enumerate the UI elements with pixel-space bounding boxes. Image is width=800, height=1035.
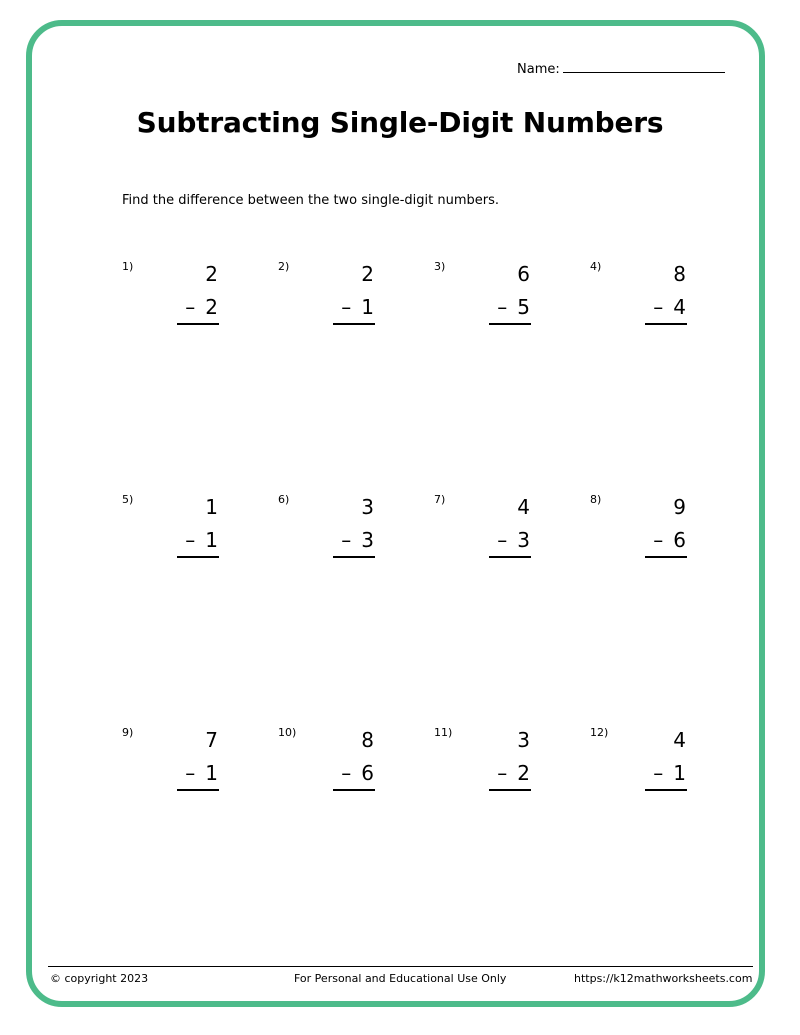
subtrahend-line	[156, 761, 222, 785]
minuend: 4	[673, 728, 686, 752]
subtrahend: 1	[205, 528, 218, 552]
minus-sign: –	[185, 528, 196, 552]
subtrahend-line	[312, 295, 378, 319]
name-blank-line	[563, 71, 725, 73]
problem-number: 5)	[122, 493, 134, 506]
problem-9	[122, 726, 222, 816]
problem-1	[122, 260, 222, 350]
problem-2	[278, 260, 378, 350]
minuend: 8	[673, 262, 686, 286]
answer-line	[645, 323, 687, 325]
problem-number: 4)	[590, 260, 602, 273]
subtrahend-line	[624, 295, 690, 319]
subtrahend-line	[468, 761, 534, 785]
minuend: 9	[673, 495, 686, 519]
problem-number: 3)	[434, 260, 446, 273]
problem-3	[434, 260, 534, 350]
subtrahend-line	[624, 761, 690, 785]
instructions: Find the difference between the two single-digit numbers.	[122, 193, 500, 208]
problem-10	[278, 726, 378, 816]
subtrahend-line	[468, 528, 534, 552]
answer-line	[333, 323, 375, 325]
subtrahend-line	[468, 295, 534, 319]
minuend: 4	[517, 495, 530, 519]
problem-6	[278, 493, 378, 583]
minus-sign: –	[185, 295, 196, 319]
problem-5	[122, 493, 222, 583]
name-label: Name:	[517, 62, 560, 77]
page-title: Subtracting Single-Digit Numbers	[136, 106, 664, 139]
subtrahend-line	[624, 528, 690, 552]
minus-sign: –	[497, 761, 508, 785]
problem-number: 12)	[590, 726, 609, 739]
problem-number: 10)	[278, 726, 297, 739]
answer-line	[645, 556, 687, 558]
minuend: 1	[205, 495, 218, 519]
problem-number: 6)	[278, 493, 290, 506]
problem-4	[590, 260, 690, 350]
subtrahend: 1	[361, 295, 374, 319]
name-field	[517, 62, 725, 77]
minuend: 6	[517, 262, 530, 286]
problem-11	[434, 726, 534, 816]
answer-line	[177, 323, 219, 325]
footer-url: https://k12mathworksheets.com	[574, 972, 753, 985]
answer-line	[489, 556, 531, 558]
minuend: 2	[361, 262, 374, 286]
minuend: 8	[361, 728, 374, 752]
subtrahend-line	[312, 528, 378, 552]
minus-sign: –	[653, 761, 664, 785]
answer-line	[489, 789, 531, 791]
answer-line	[645, 789, 687, 791]
problem-number: 7)	[434, 493, 446, 506]
minuend: 3	[361, 495, 374, 519]
subtrahend-line	[312, 761, 378, 785]
answer-line	[177, 556, 219, 558]
problem-number: 8)	[590, 493, 602, 506]
minuend: 7	[205, 728, 218, 752]
subtrahend-line	[156, 295, 222, 319]
minuend: 2	[205, 262, 218, 286]
subtrahend-line	[156, 528, 222, 552]
answer-line	[177, 789, 219, 791]
minus-sign: –	[341, 528, 352, 552]
problem-7	[434, 493, 534, 583]
subtrahend: 3	[361, 528, 374, 552]
minuend: 3	[517, 728, 530, 752]
problem-number: 2)	[278, 260, 290, 273]
minus-sign: –	[497, 295, 508, 319]
subtrahend: 1	[673, 761, 686, 785]
subtrahend: 2	[205, 295, 218, 319]
subtrahend: 6	[361, 761, 374, 785]
subtrahend: 1	[205, 761, 218, 785]
subtrahend: 2	[517, 761, 530, 785]
footer-copyright: © copyright 2023	[50, 972, 149, 985]
subtrahend: 4	[673, 295, 686, 319]
minus-sign: –	[497, 528, 508, 552]
problem-number: 9)	[122, 726, 134, 739]
problem-12	[590, 726, 690, 816]
minus-sign: –	[185, 761, 196, 785]
subtrahend: 6	[673, 528, 686, 552]
minus-sign: –	[341, 761, 352, 785]
problem-number: 11)	[434, 726, 453, 739]
answer-line	[333, 556, 375, 558]
footer-divider	[48, 966, 753, 967]
minus-sign: –	[653, 295, 664, 319]
problem-number: 1)	[122, 260, 134, 273]
answer-line	[489, 323, 531, 325]
minus-sign: –	[341, 295, 352, 319]
subtrahend: 5	[517, 295, 530, 319]
problem-8	[590, 493, 690, 583]
subtrahend: 3	[517, 528, 530, 552]
minus-sign: –	[653, 528, 664, 552]
answer-line	[333, 789, 375, 791]
footer-usage: For Personal and Educational Use Only	[294, 972, 507, 985]
